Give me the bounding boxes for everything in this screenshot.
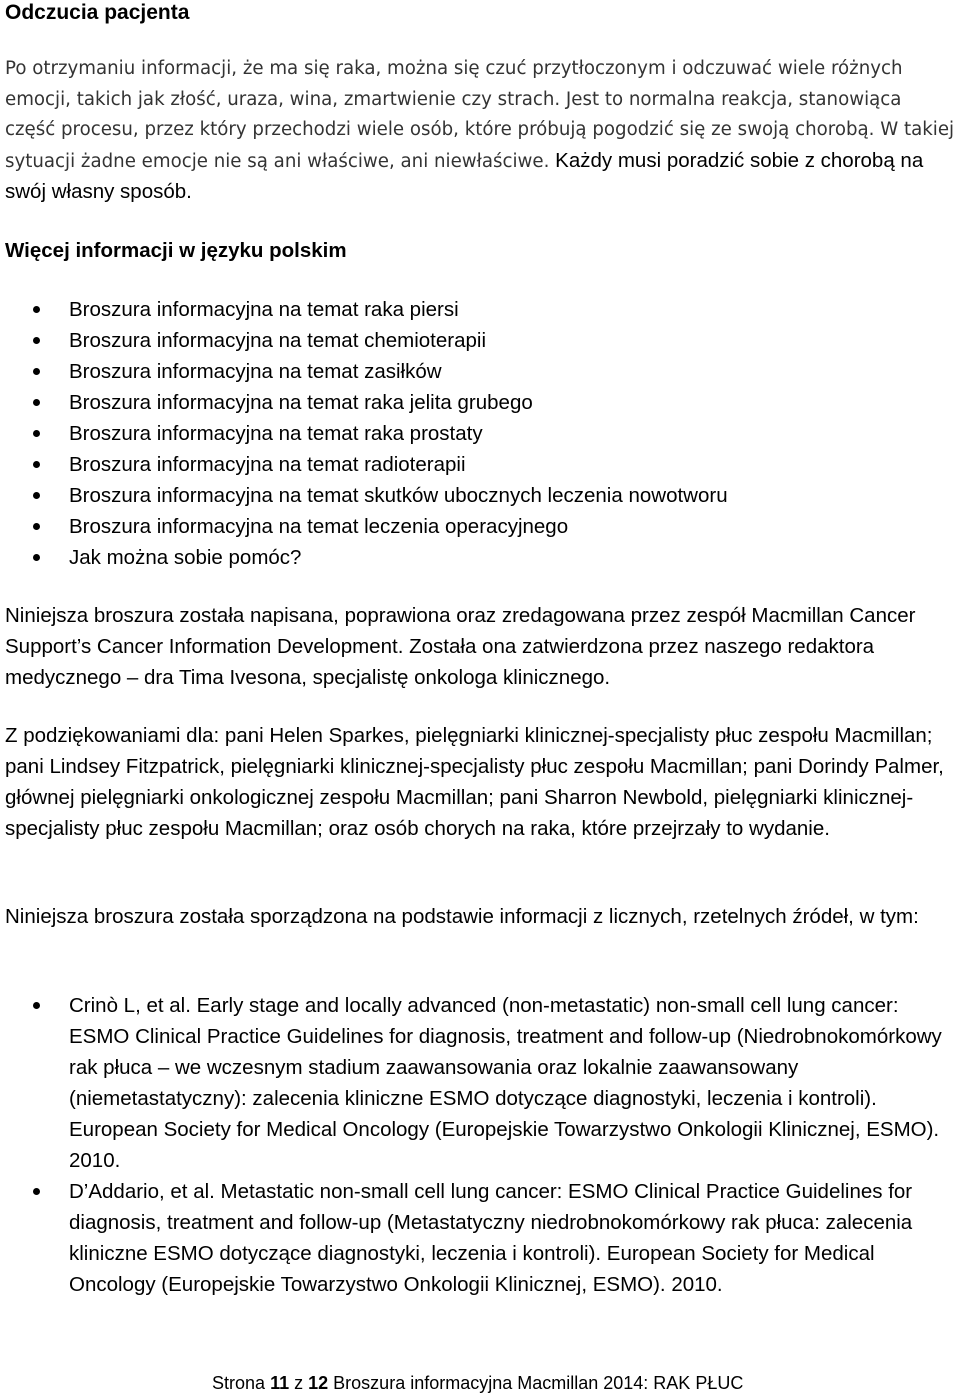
credits-sources-paragraph: Niniejsza broszura została sporządzona na podstawie informacji z licznych, rzetelnych źródeł, w tym: xyxy=(5,905,919,928)
references-list xyxy=(5,990,955,1300)
footer-of-word: z xyxy=(294,1373,304,1393)
section-heading-patient-feelings: Odczucia pacjenta xyxy=(5,1,190,24)
reference-item: Crinò L, et al. Early stage and locally advanced (non-metastatic) non-small cell lung cancer: ESMO Clinical Practice Guidelines for diagnosis, treatment and follow-up (Niedrobnokomórkowy rak płuca – we wczesnym stadium zaawansowania oraz lokalnie zaawansowany (niemetastatyczny): zalecenia kliniczne ESMO dotyczące diagnostyki, leczenia i kontroli). European Society for Medical Oncology (Europejskie Towarzystwo Onkologii Klinicznej, ESMO). 2010. xyxy=(5,990,955,1176)
page-footer xyxy=(212,1372,743,1394)
bullet-icon xyxy=(33,554,40,561)
brochure-list-item[interactable]: Broszura informacyjna na temat raka piersi xyxy=(5,294,955,325)
brochure-list-item[interactable]: Broszura informacyjna na temat leczenia operacyjnego xyxy=(5,511,955,542)
patient-feelings-text: Po otrzymaniu informacji, że ma się raka, można się czuć przytłoczonym i odczuwać wiele różnych emocji, takich jak złość, uraza, wina, zmartwienie czy strach. Jest to normalna reakcja, stanowiąca część procesu, przez który przechodzi wiele osób, które próbują pogodzić się ze swoją chorobą. W takiej sytuacji żadne emocje nie są ani właściwe, ani niewłaściwe. xyxy=(5,58,955,172)
footer-page-word: Strona xyxy=(212,1373,266,1393)
bullet-icon xyxy=(33,430,40,437)
bullet-icon xyxy=(33,492,40,499)
brochure-list-item[interactable]: Broszura informacyjna na temat raka jelita grubego xyxy=(5,387,955,418)
patient-feelings-closing-sentence: Każdy musi poradzić sobie z chorobą na swój własny sposób. xyxy=(5,148,924,203)
credits-authorship-paragraph: Niniejsza broszura została napisana, poprawiona oraz zredagowana przez zespół Macmillan Cancer Support’s Cancer Information Development. Została ona zatwierdzona przez naszego redaktora medycznego – dra Tima Ivesona, specjalistę onkologa klinicznego. xyxy=(5,604,916,689)
footer-page-number: 11 xyxy=(270,1373,290,1393)
bullet-icon xyxy=(33,1002,40,1009)
bullet-icon xyxy=(33,399,40,406)
bullet-icon xyxy=(33,368,40,375)
bullet-icon xyxy=(33,1188,40,1195)
brochure-list-item[interactable]: Broszura informacyjna na temat raka prostaty xyxy=(5,418,955,449)
brochure-list-item[interactable]: Jak można sobie pomóc? xyxy=(5,542,955,573)
credits-thanks-paragraph: Z podziękowaniami dla: pani Helen Sparkes, pielęgniarki klinicznej-specjalisty płuc zespołu Macmillan; pani Lindsey Fitzpatrick, pielęgniarki klinicznej-specjalisty płuc zespołu Macmillan; pani Dorindy Palmer, głównej pielęgniarki onkologicznej zespołu Macmillan; pani Sharron Newbold, pielęgniarki klinicznej-specjalisty płuc zespołu Macmillan; oraz osób chorych na raka, które przejrzały to wydanie. xyxy=(5,724,944,840)
reference-item: D’Addario, et al. Metastatic non-small cell lung cancer: ESMO Clinical Practice Guidelines for diagnosis, treatment and follow-up (Metastatyczny niedrobnokomórkowy rak płuca: zalecenia kliniczne ESMO dotyczące diagnostyki, leczenia i kontroli). European Society for Medical Oncology (Europejskie Towarzystwo Onkologii Klinicznej, ESMO). 2010. xyxy=(5,1176,955,1300)
patient-feelings-paragraph xyxy=(5,54,955,209)
footer-total-pages: 12 xyxy=(308,1373,329,1393)
brochure-list-item[interactable]: Broszura informacyjna na temat zasiłków xyxy=(5,356,955,387)
brochure-list-item[interactable]: Broszura informacyjna na temat skutków ubocznych leczenia nowotworu xyxy=(5,480,955,511)
bullet-icon xyxy=(33,306,40,313)
brochure-list-item[interactable]: Broszura informacyjna na temat radioterapii xyxy=(5,449,955,480)
bullet-icon xyxy=(33,337,40,344)
section-heading-more-info: Więcej informacji w języku polskim xyxy=(5,239,347,262)
brochure-list xyxy=(5,294,955,573)
footer-title: Broszura informacyjna Macmillan 2014: RAK PŁUC xyxy=(333,1373,744,1393)
bullet-icon xyxy=(33,523,40,530)
bullet-icon xyxy=(33,461,40,468)
brochure-list-item[interactable]: Broszura informacyjna na temat chemioterapii xyxy=(5,325,955,356)
